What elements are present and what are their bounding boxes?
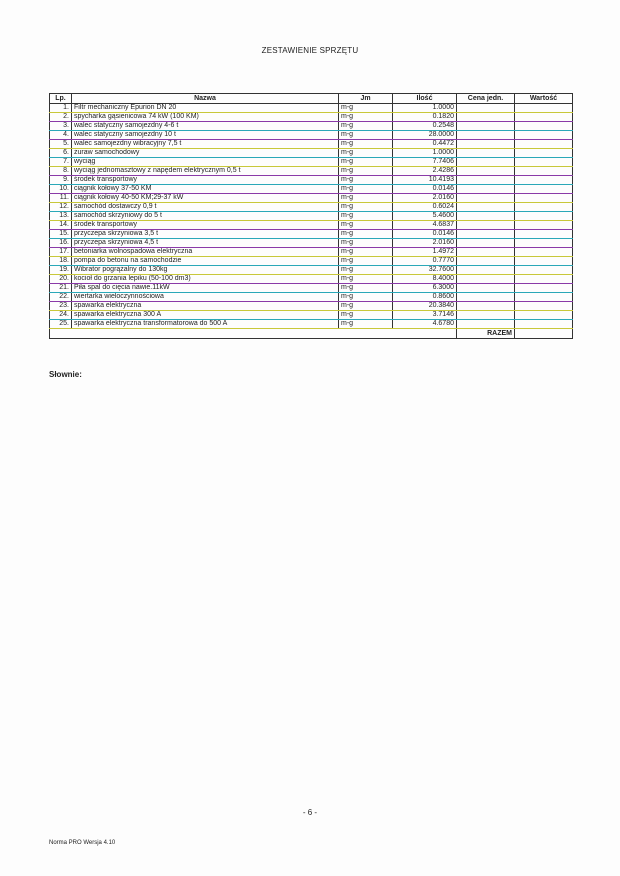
table-row xyxy=(50,248,573,257)
row-nazwa: spawarka elektryczna 300 A xyxy=(72,311,339,320)
row-wartosc xyxy=(515,203,573,212)
row-ilosc: 20.3840 xyxy=(393,302,457,311)
table-row xyxy=(50,194,573,203)
row-ilosc: 2.4286 xyxy=(393,167,457,176)
row-nazwa: spawarka elektryczna xyxy=(72,302,339,311)
row-jm: m-g xyxy=(339,230,393,239)
row-jm: m-g xyxy=(339,212,393,221)
table-row xyxy=(50,113,573,122)
row-nazwa: pompa do betonu na samochodzie xyxy=(72,257,339,266)
table-row xyxy=(50,284,573,293)
slownie-label: Słownie: xyxy=(49,370,82,379)
row-nazwa: samochód skrzyniowy do 5 t xyxy=(72,212,339,221)
row-wartosc xyxy=(515,239,573,248)
header-jm: Jm xyxy=(339,94,393,104)
row-nazwa: Wibrator pogrążalny do 130kg xyxy=(72,266,339,275)
row-lp: 12. xyxy=(50,203,72,212)
row-jm: m-g xyxy=(339,194,393,203)
table-row xyxy=(50,158,573,167)
row-cena xyxy=(457,176,515,185)
row-lp: 2. xyxy=(50,113,72,122)
row-cena xyxy=(457,194,515,203)
table-row xyxy=(50,257,573,266)
table-row xyxy=(50,149,573,158)
row-wartosc xyxy=(515,221,573,230)
row-wartosc xyxy=(515,311,573,320)
row-wartosc xyxy=(515,212,573,221)
row-lp: 17. xyxy=(50,248,72,257)
row-lp: 25. xyxy=(50,320,72,329)
row-jm: m-g xyxy=(339,257,393,266)
table-row xyxy=(50,302,573,311)
row-ilosc: 0.0146 xyxy=(393,185,457,194)
table-row xyxy=(50,239,573,248)
row-lp: 14. xyxy=(50,221,72,230)
table-row xyxy=(50,212,573,221)
row-jm: m-g xyxy=(339,221,393,230)
row-wartosc xyxy=(515,149,573,158)
row-ilosc: 7.7406 xyxy=(393,158,457,167)
row-jm: m-g xyxy=(339,248,393,257)
table-row xyxy=(50,293,573,302)
row-lp: 10. xyxy=(50,185,72,194)
sum-blank xyxy=(50,329,457,339)
row-jm: m-g xyxy=(339,203,393,212)
row-ilosc: 2.0160 xyxy=(393,239,457,248)
row-wartosc xyxy=(515,104,573,113)
row-ilosc: 0.8600 xyxy=(393,293,457,302)
row-ilosc: 2.0160 xyxy=(393,194,457,203)
row-jm: m-g xyxy=(339,131,393,140)
row-ilosc: 0.0146 xyxy=(393,230,457,239)
row-jm: m-g xyxy=(339,122,393,131)
row-wartosc xyxy=(515,185,573,194)
row-cena xyxy=(457,320,515,329)
table-row xyxy=(50,176,573,185)
row-wartosc xyxy=(515,230,573,239)
row-nazwa: samochód dostawczy 0,9 t xyxy=(72,203,339,212)
row-wartosc xyxy=(515,266,573,275)
row-ilosc: 0.4472 xyxy=(393,140,457,149)
row-wartosc xyxy=(515,176,573,185)
row-ilosc: 4.6837 xyxy=(393,221,457,230)
row-ilosc: 28.0000 xyxy=(393,131,457,140)
row-lp: 21. xyxy=(50,284,72,293)
row-ilosc: 5.4600 xyxy=(393,212,457,221)
row-wartosc xyxy=(515,158,573,167)
row-cena xyxy=(457,167,515,176)
row-nazwa: ciągnik kołowy 40-50 KM;29-37 kW xyxy=(72,194,339,203)
row-wartosc xyxy=(515,275,573,284)
table-row xyxy=(50,140,573,149)
table-row xyxy=(50,320,573,329)
sum-value xyxy=(515,329,573,339)
row-jm: m-g xyxy=(339,239,393,248)
row-nazwa: środek transportowy xyxy=(72,221,339,230)
row-cena xyxy=(457,311,515,320)
row-nazwa: środek transportowy xyxy=(72,176,339,185)
row-lp: 24. xyxy=(50,311,72,320)
row-wartosc xyxy=(515,140,573,149)
row-cena xyxy=(457,284,515,293)
row-lp: 9. xyxy=(50,176,72,185)
row-cena xyxy=(457,185,515,194)
row-cena xyxy=(457,275,515,284)
row-lp: 1. xyxy=(50,104,72,113)
row-jm: m-g xyxy=(339,293,393,302)
table-row xyxy=(50,122,573,131)
row-nazwa: Piła spal do cięcia nawie.11kW xyxy=(72,284,339,293)
row-nazwa: wyciąg jednomasztowy z napędem elektrycznym 0,5 t xyxy=(72,167,339,176)
row-ilosc: 6.3000 xyxy=(393,284,457,293)
row-cena xyxy=(457,149,515,158)
row-lp: 5. xyxy=(50,140,72,149)
row-lp: 11. xyxy=(50,194,72,203)
table-row xyxy=(50,221,573,230)
row-wartosc xyxy=(515,257,573,266)
row-jm: m-g xyxy=(339,167,393,176)
table-row xyxy=(50,104,573,113)
row-cena xyxy=(457,104,515,113)
page-number: - 6 - xyxy=(302,808,318,817)
table-row xyxy=(50,167,573,176)
row-lp: 16. xyxy=(50,239,72,248)
row-nazwa: przyczepa skrzyniowa 4,5 t xyxy=(72,239,339,248)
table-row xyxy=(50,311,573,320)
table-row xyxy=(50,203,573,212)
sum-row xyxy=(50,329,573,339)
row-nazwa: Filtr mechaniczny Epurion DN 20 xyxy=(72,104,339,113)
row-ilosc: 10.4193 xyxy=(393,176,457,185)
row-jm: m-g xyxy=(339,275,393,284)
row-ilosc: 0.1820 xyxy=(393,113,457,122)
row-lp: 4. xyxy=(50,131,72,140)
row-jm: m-g xyxy=(339,140,393,149)
row-nazwa: walec statyczny samojezdny 10 t xyxy=(72,131,339,140)
table-row xyxy=(50,131,573,140)
row-lp: 22. xyxy=(50,293,72,302)
row-jm: m-g xyxy=(339,284,393,293)
row-cena xyxy=(457,302,515,311)
row-cena xyxy=(457,293,515,302)
row-nazwa: żuraw samochodowy xyxy=(72,149,339,158)
header-cena: Cena jedn. xyxy=(457,94,515,104)
row-cena xyxy=(457,221,515,230)
row-jm: m-g xyxy=(339,302,393,311)
row-cena xyxy=(457,131,515,140)
row-lp: 18. xyxy=(50,257,72,266)
row-wartosc xyxy=(515,194,573,203)
row-cena xyxy=(457,203,515,212)
header-nazwa: Nazwa xyxy=(72,94,339,104)
row-ilosc: 32.7600 xyxy=(393,266,457,275)
row-nazwa: spycharka gąsienicowa 74 kW (100 KM) xyxy=(72,113,339,122)
table-row xyxy=(50,230,573,239)
row-lp: 15. xyxy=(50,230,72,239)
row-jm: m-g xyxy=(339,149,393,158)
row-nazwa: walec samojezdny wibracyjny 7,5 t xyxy=(72,140,339,149)
row-wartosc xyxy=(515,248,573,257)
row-lp: 23. xyxy=(50,302,72,311)
row-lp: 13. xyxy=(50,212,72,221)
row-ilosc: 0.7770 xyxy=(393,257,457,266)
row-wartosc xyxy=(515,131,573,140)
page-title: ZESTAWIENIE SPRZĘTU xyxy=(261,46,359,55)
row-cena xyxy=(457,257,515,266)
header-lp: Lp. xyxy=(50,94,72,104)
row-ilosc: 8.4000 xyxy=(393,275,457,284)
table-header-row xyxy=(50,94,573,104)
row-lp: 8. xyxy=(50,167,72,176)
table-row xyxy=(50,185,573,194)
row-nazwa: betoniarka wolnospadowa elektryczna xyxy=(72,248,339,257)
row-jm: m-g xyxy=(339,266,393,275)
row-jm: m-g xyxy=(339,104,393,113)
row-nazwa: kocioł do grzania lepiku (50-100 dm3) xyxy=(72,275,339,284)
table-row xyxy=(50,275,573,284)
row-cena xyxy=(457,248,515,257)
row-ilosc: 1.0000 xyxy=(393,104,457,113)
row-jm: m-g xyxy=(339,176,393,185)
row-nazwa: ciągnik kołowy 37-50 KM xyxy=(72,185,339,194)
row-ilosc: 0.6024 xyxy=(393,203,457,212)
row-cena xyxy=(457,266,515,275)
row-jm: m-g xyxy=(339,320,393,329)
header-wartosc: Wartość xyxy=(515,94,573,104)
row-ilosc: 4.6780 xyxy=(393,320,457,329)
row-wartosc xyxy=(515,113,573,122)
equipment-table xyxy=(49,93,573,339)
row-nazwa: wyciąg xyxy=(72,158,339,167)
row-jm: m-g xyxy=(339,311,393,320)
row-cena xyxy=(457,212,515,221)
footer-version: Norma PRO Wersja 4.10 xyxy=(49,840,116,846)
row-cena xyxy=(457,140,515,149)
row-wartosc xyxy=(515,293,573,302)
header-ilosc: Ilość xyxy=(393,94,457,104)
row-nazwa: spawarka elektryczna transformatorowa do 500 A xyxy=(72,320,339,329)
row-ilosc: 3.7146 xyxy=(393,311,457,320)
row-cena xyxy=(457,230,515,239)
row-ilosc: 0.2548 xyxy=(393,122,457,131)
row-lp: 3. xyxy=(50,122,72,131)
row-nazwa: wiertarka wieloczynnościowa xyxy=(72,293,339,302)
row-cena xyxy=(457,158,515,167)
row-jm: m-g xyxy=(339,113,393,122)
sum-label: RAZEM xyxy=(457,329,515,339)
row-lp: 20. xyxy=(50,275,72,284)
row-wartosc xyxy=(515,284,573,293)
row-lp: 6. xyxy=(50,149,72,158)
row-cena xyxy=(457,113,515,122)
row-cena xyxy=(457,239,515,248)
row-nazwa: przyczepa skrzyniowa 3,5 t xyxy=(72,230,339,239)
row-wartosc xyxy=(515,320,573,329)
row-jm: m-g xyxy=(339,185,393,194)
row-jm: m-g xyxy=(339,158,393,167)
row-ilosc: 1.4972 xyxy=(393,248,457,257)
row-ilosc: 1.0000 xyxy=(393,149,457,158)
row-lp: 7. xyxy=(50,158,72,167)
table-row xyxy=(50,266,573,275)
row-wartosc xyxy=(515,302,573,311)
row-nazwa: walec statyczny samojezdny 4-6 t xyxy=(72,122,339,131)
row-wartosc xyxy=(515,167,573,176)
row-lp: 19. xyxy=(50,266,72,275)
row-wartosc xyxy=(515,122,573,131)
row-cena xyxy=(457,122,515,131)
